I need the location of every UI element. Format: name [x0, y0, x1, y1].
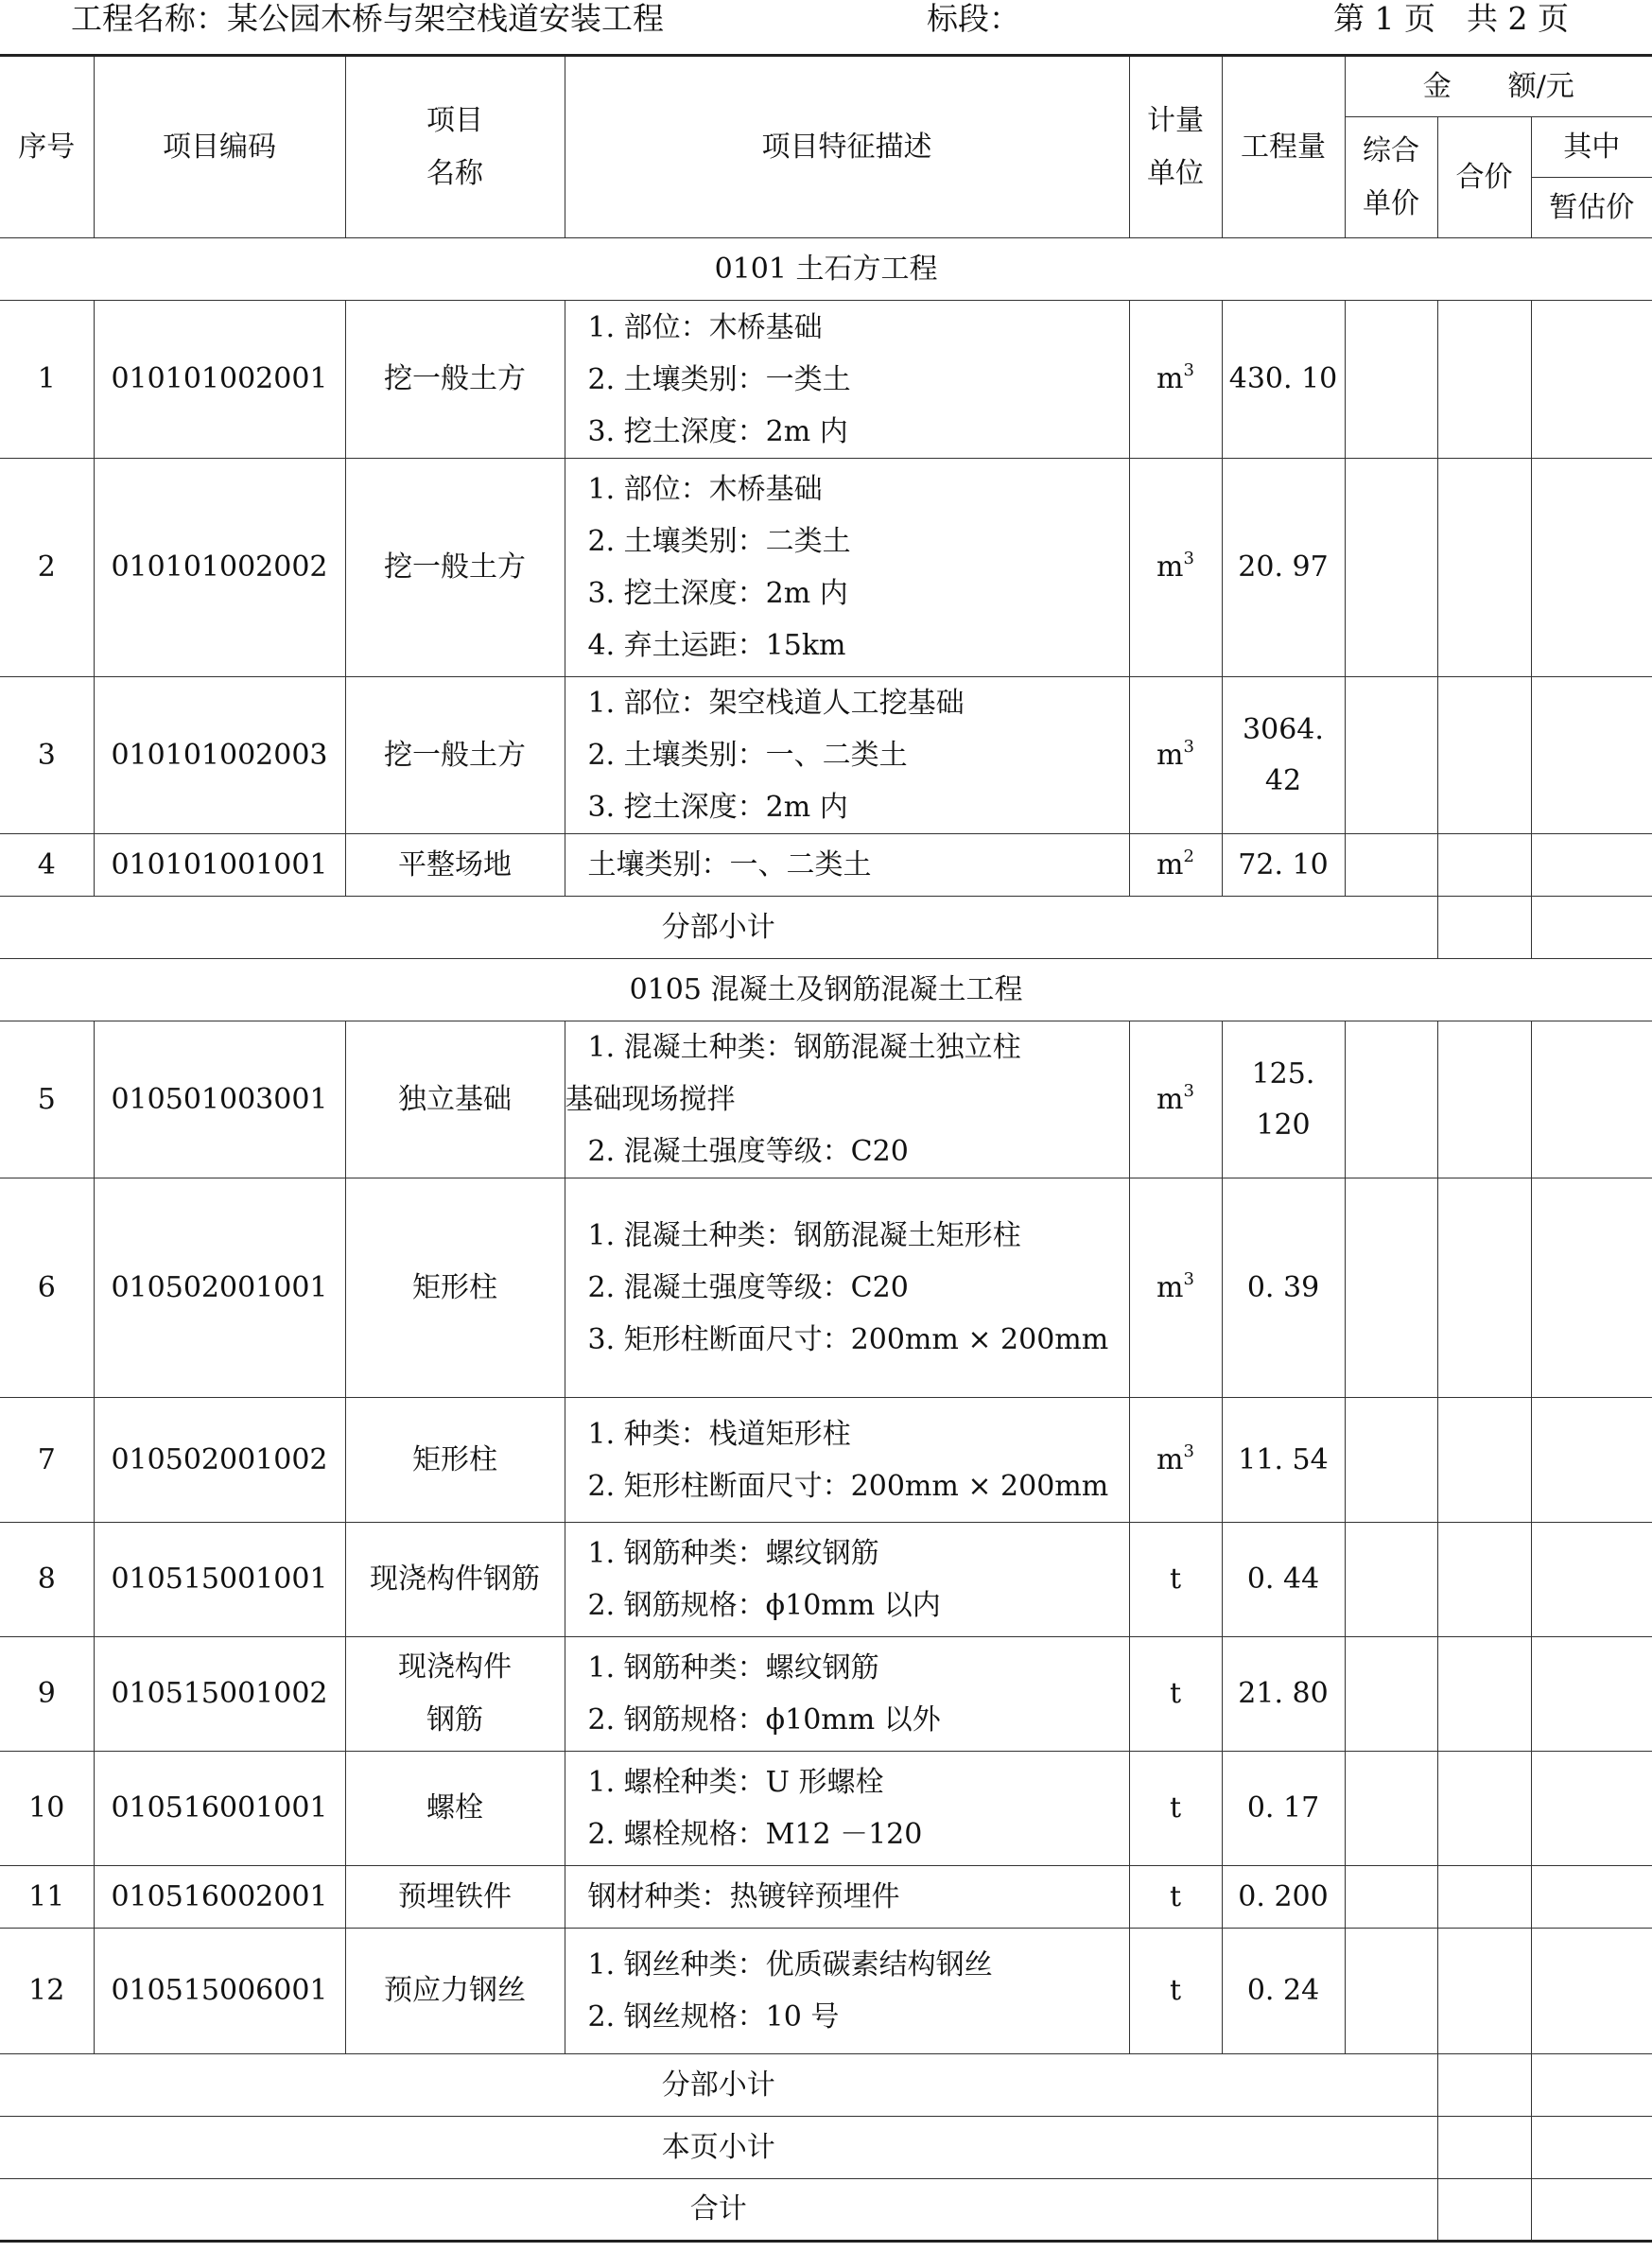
page-indicator: 第 1 页 共 2 页: [1333, 0, 1569, 37]
col-name: [345, 56, 565, 238]
cell-qty: 20. 97: [1222, 459, 1345, 677]
cell-qty: 125. 120: [1222, 1021, 1345, 1178]
section-row: [0, 959, 1652, 1021]
cell-qty: 11. 54: [1222, 1398, 1345, 1523]
col-qty: 工程量: [1222, 56, 1345, 238]
cell-unit-price: [1345, 1021, 1437, 1178]
cell-qty: 0. 200: [1222, 1866, 1345, 1929]
desc-line: 2. 矩形柱断面尺寸：200mm × 200mm: [587, 1469, 1109, 1503]
table-row: [0, 1752, 1652, 1866]
cell-total: [1437, 834, 1531, 897]
desc-line: 2. 混凝土强度等级：C20: [587, 1135, 909, 1168]
unit-sup: 3: [1183, 1080, 1194, 1101]
unit-base: m: [1156, 1442, 1184, 1476]
cell-provisional: [1531, 1523, 1652, 1637]
cell-name: 挖一般土方: [345, 301, 565, 459]
table-row: [0, 677, 1652, 834]
unit-sup: 3: [1183, 360, 1194, 380]
desc-line: 2. 螺栓规格：M12 －120: [587, 1818, 923, 1851]
col-unit-price-line1: 综合: [1363, 133, 1419, 167]
cell-unit-price: [1345, 834, 1437, 897]
cell-unit-price: [1345, 1523, 1437, 1637]
desc-line: 2. 钢丝规格：10 号: [587, 2000, 840, 2034]
cell-seq: 4: [0, 834, 94, 897]
unit-base: m: [1156, 362, 1184, 395]
cell-unit: [1129, 301, 1222, 459]
cell-code: 010501003001: [94, 1021, 345, 1178]
cell-provisional: [1531, 1178, 1652, 1398]
cell-name: [345, 1637, 565, 1752]
cell-qty: 0. 44: [1222, 1523, 1345, 1637]
table-row: [0, 1523, 1652, 1637]
cell-seq: 5: [0, 1021, 94, 1178]
cell-seq: 12: [0, 1929, 94, 2054]
table-row: [0, 1866, 1652, 1929]
desc-line: 钢材种类：热镀锌预埋件: [587, 1880, 900, 1913]
cell-total: [1437, 2054, 1531, 2117]
cell-desc: [565, 1021, 1129, 1178]
cell-total: [1437, 1929, 1531, 2054]
unit-sup: 3: [1183, 736, 1194, 757]
subtotal-row: [0, 897, 1652, 959]
cell-desc: [565, 459, 1129, 677]
cell-code: 010515001002: [94, 1637, 345, 1752]
cell-code: 010515006001: [94, 1929, 345, 2054]
col-amount: 金 额/元: [1345, 56, 1652, 117]
unit-sup: 3: [1183, 1440, 1194, 1461]
cell-total: [1437, 1021, 1531, 1178]
desc-line: 3. 挖土深度：2m 内: [587, 414, 848, 448]
cell-unit: [1129, 1523, 1222, 1637]
name-line: 钢筋: [426, 1703, 483, 1737]
desc-line: 3. 矩形柱断面尺寸：200mm × 200mm: [587, 1323, 1109, 1356]
cell-code: 010101002001: [94, 301, 345, 459]
cell-total: [1437, 301, 1531, 459]
cell-total: [1437, 1866, 1531, 1929]
cell-provisional: [1531, 834, 1652, 897]
desc-line: 土壤类别：一、二类土: [587, 848, 872, 882]
cell-total: [1437, 1637, 1531, 1752]
col-unit-line1: 计量: [1147, 103, 1204, 137]
cell-seq: 10: [0, 1752, 94, 1866]
cell-name: 预应力钢丝: [345, 1929, 565, 2054]
unit-sup: 3: [1183, 1268, 1194, 1289]
cell-total: [1437, 1178, 1531, 1398]
cell-provisional: [1531, 677, 1652, 834]
cell-name: 挖一般土方: [345, 459, 565, 677]
col-code: 项目编码: [94, 56, 345, 238]
cell-name: 预埋铁件: [345, 1866, 565, 1929]
cell-qty: 0. 39: [1222, 1178, 1345, 1398]
cell-total: [1437, 2179, 1531, 2242]
cell-unit: [1129, 677, 1222, 834]
header-row: [0, 56, 1652, 117]
unit-base: t: [1169, 1677, 1182, 1710]
col-seq: 序号: [0, 56, 94, 238]
cell-seq: 8: [0, 1523, 94, 1637]
desc-line: 1. 钢丝种类：优质碳素结构钢丝: [587, 1948, 993, 1981]
col-name-line1: 项目: [426, 103, 483, 137]
cell-unit: [1129, 1398, 1222, 1523]
cell-provisional: [1531, 1021, 1652, 1178]
cell-unit-price: [1345, 1637, 1437, 1752]
table-row: [0, 1021, 1652, 1178]
cell-provisional: [1531, 1398, 1652, 1523]
cell-seq: 2: [0, 459, 94, 677]
cell-code: 010101001001: [94, 834, 345, 897]
cell-seq: 3: [0, 677, 94, 834]
col-unit-line2: 单位: [1147, 156, 1204, 190]
cell-seq: 7: [0, 1398, 94, 1523]
total-label: 合计: [0, 2179, 1437, 2242]
desc-line: 1. 螺栓种类：U 形螺栓: [587, 1766, 884, 1799]
desc-line: 2. 钢筋规格：ϕ10mm 以外: [587, 1703, 941, 1737]
cell-name: 矩形柱: [345, 1398, 565, 1523]
desc-line: 2. 土壤类别：一、二类土: [587, 739, 908, 772]
cell-desc: [565, 1523, 1129, 1637]
cell-unit: [1129, 1866, 1222, 1929]
unit-base: m: [1156, 1082, 1184, 1116]
cell-total: [1437, 459, 1531, 677]
bill-of-quantities-table: [0, 54, 1652, 2243]
desc-line: 2. 土壤类别：一类土: [587, 362, 851, 396]
desc-line: 1. 钢筋种类：螺纹钢筋: [587, 1537, 879, 1570]
table-row: [0, 1178, 1652, 1398]
cell-seq: 9: [0, 1637, 94, 1752]
section-row: [0, 238, 1652, 301]
subtotal-label: 分部小计: [0, 2054, 1437, 2117]
cell-unit-price: [1345, 1178, 1437, 1398]
cell-provisional: [1531, 1752, 1652, 1866]
col-name-line2: 名称: [426, 156, 483, 190]
desc-line: 1. 部位：架空栈道人工挖基础: [587, 687, 965, 720]
cell-provisional: [1531, 1929, 1652, 2054]
unit-base: t: [1169, 1879, 1182, 1913]
cell-provisional: [1531, 2117, 1652, 2179]
col-total: 合价: [1437, 117, 1531, 238]
col-of-which: 其中: [1531, 117, 1652, 178]
cell-desc: [565, 301, 1129, 459]
unit-base: m: [1156, 738, 1184, 772]
cell-total: [1437, 1752, 1531, 1866]
cell-unit-price: [1345, 1929, 1437, 2054]
desc-line: 2. 混凝土强度等级：C20: [587, 1271, 909, 1304]
cell-code: 010502001002: [94, 1398, 345, 1523]
cell-provisional: [1531, 1637, 1652, 1752]
desc-line: 1. 部位：木桥基础: [587, 473, 823, 506]
cell-qty: 21. 80: [1222, 1637, 1345, 1752]
desc-line: 1. 混凝土种类：钢筋混凝土矩形柱: [587, 1219, 1021, 1252]
unit-sup: 3: [1183, 549, 1194, 568]
cell-total: [1437, 1523, 1531, 1637]
cell-seq: 11: [0, 1866, 94, 1929]
cell-qty: 0. 24: [1222, 1929, 1345, 2054]
cell-unit-price: [1345, 1398, 1437, 1523]
cell-qty: 0. 17: [1222, 1752, 1345, 1866]
subtotal-label: 分部小计: [0, 897, 1437, 959]
cell-desc: [565, 1637, 1129, 1752]
cell-qty: 3064. 42: [1222, 677, 1345, 834]
cell-unit-price: [1345, 1752, 1437, 1866]
desc-line: 1. 种类：栈道矩形柱: [587, 1417, 851, 1451]
cell-provisional: [1531, 2054, 1652, 2117]
total-row: [0, 2179, 1652, 2242]
cell-name: 螺栓: [345, 1752, 565, 1866]
cell-total: [1437, 677, 1531, 834]
cell-unit-price: [1345, 301, 1437, 459]
cell-unit-price: [1345, 459, 1437, 677]
cell-desc: [565, 1398, 1129, 1523]
cell-unit: [1129, 834, 1222, 897]
cell-desc: [565, 1752, 1129, 1866]
col-unit: [1129, 56, 1222, 238]
cell-seq: 6: [0, 1178, 94, 1398]
project-name: 工程名称：某公园木桥与架空栈道安装工程: [71, 0, 664, 37]
unit-base: t: [1169, 1974, 1182, 2007]
cell-unit: [1129, 1021, 1222, 1178]
cell-code: 010516001001: [94, 1752, 345, 1866]
desc-line: 2. 土壤类别：二类土: [587, 525, 851, 558]
cell-desc: [565, 1929, 1129, 2054]
col-provisional: 暂估价: [1531, 178, 1652, 238]
table-row: [0, 1398, 1652, 1523]
cell-provisional: [1531, 2179, 1652, 2242]
cell-unit-price: [1345, 1866, 1437, 1929]
cell-code: 010101002003: [94, 677, 345, 834]
cell-qty: 430. 10: [1222, 301, 1345, 459]
cell-unit: [1129, 1637, 1222, 1752]
desc-line: 3. 挖土深度：2m 内: [587, 791, 848, 824]
section-label: 标段：: [927, 0, 1020, 37]
col-unit-price-line2: 单价: [1363, 186, 1419, 220]
table-row: [0, 459, 1652, 677]
cell-code: 010515001001: [94, 1523, 345, 1637]
cell-name: 现浇构件钢筋: [345, 1523, 565, 1637]
cell-desc: [565, 677, 1129, 834]
table-row: [0, 301, 1652, 459]
page-header: [0, 0, 1652, 49]
desc-line: 1. 部位：木桥基础: [587, 310, 823, 344]
cell-code: 010101002002: [94, 459, 345, 677]
cell-name: 独立基础: [345, 1021, 565, 1178]
unit-base: t: [1169, 1791, 1182, 1824]
cell-desc: [565, 1178, 1129, 1398]
cell-name: 挖一般土方: [345, 677, 565, 834]
cell-provisional: [1531, 1866, 1652, 1929]
desc-line: 基础现场搅拌: [565, 1083, 736, 1116]
desc-line: 1. 钢筋种类：螺纹钢筋: [587, 1651, 879, 1685]
table-row: [0, 834, 1652, 897]
cell-code: 010502001001: [94, 1178, 345, 1398]
cell-unit-price: [1345, 677, 1437, 834]
cell-code: 010516002001: [94, 1866, 345, 1929]
desc-line: 3. 挖土深度：2m 内: [587, 577, 848, 610]
unit-sup: 2: [1183, 846, 1194, 866]
cell-unit: [1129, 1178, 1222, 1398]
cell-total: [1437, 2117, 1531, 2179]
cell-qty: 72. 10: [1222, 834, 1345, 897]
unit-base: m: [1156, 847, 1184, 882]
page-subtotal-row: [0, 2117, 1652, 2179]
table-row: [0, 1637, 1652, 1752]
cell-provisional: [1531, 301, 1652, 459]
page-subtotal-label: 本页小计: [0, 2117, 1437, 2179]
unit-base: m: [1156, 1270, 1184, 1304]
section-title: 0101 土石方工程: [0, 238, 1652, 301]
cell-name: 平整场地: [345, 834, 565, 897]
cell-total: [1437, 897, 1531, 959]
desc-line: 2. 钢筋规格：ϕ10mm 以内: [587, 1589, 941, 1622]
subtotal-row: [0, 2054, 1652, 2117]
unit-base: t: [1169, 1562, 1182, 1596]
name-line: 现浇构件: [398, 1650, 512, 1684]
col-desc: 项目特征描述: [565, 56, 1129, 238]
cell-desc: [565, 1866, 1129, 1929]
desc-line: 1. 混凝土种类：钢筋混凝土独立柱: [587, 1031, 1021, 1064]
unit-base: m: [1156, 550, 1184, 584]
col-unit-price: [1345, 117, 1437, 238]
section-title: 0105 混凝土及钢筋混凝土工程: [0, 959, 1652, 1021]
cell-desc: [565, 834, 1129, 897]
desc-line: 4. 弃土运距：15km: [587, 629, 846, 662]
cell-provisional: [1531, 897, 1652, 959]
cell-unit: [1129, 1929, 1222, 2054]
table-row: [0, 1929, 1652, 2054]
cell-provisional: [1531, 459, 1652, 677]
cell-unit: [1129, 459, 1222, 677]
cell-seq: 1: [0, 301, 94, 459]
cell-total: [1437, 1398, 1531, 1523]
cell-unit: [1129, 1752, 1222, 1866]
cell-name: 矩形柱: [345, 1178, 565, 1398]
